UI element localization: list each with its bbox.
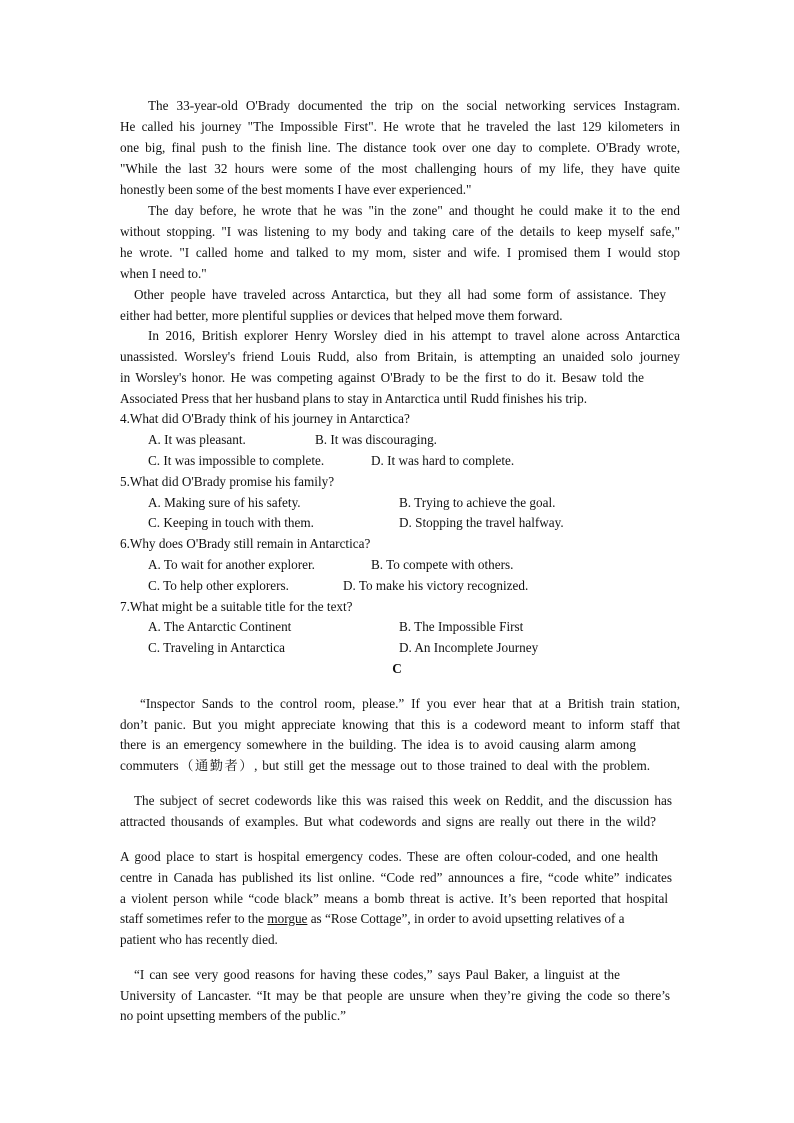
answer-option: C. To help other explorers. bbox=[148, 578, 289, 593]
text-line: patient who has recently died. bbox=[120, 932, 278, 947]
text-line: "While the last 32 hours were some of the most challenging hours of my life, they have quite bbox=[120, 161, 680, 176]
question-stem: 6.Why does O'Brady still remain in Antarctica? bbox=[120, 536, 371, 551]
answer-option: C. Keeping in touch with them. bbox=[148, 515, 314, 530]
question-stem: 5.What did O'Brady promise his family? bbox=[120, 474, 335, 489]
section-heading: C bbox=[392, 661, 402, 676]
text-line: attracted thousands of examples. But what codewords and signs are really out there in the wild? bbox=[120, 814, 656, 829]
answer-option: D. To make his victory recognized. bbox=[343, 578, 529, 593]
text-line: a violent person while “code black” means a bomb threat is active. It’s been reported that hospital bbox=[120, 891, 668, 906]
text-line: don’t panic. But you might appreciate knowing that this is a codeword meant to inform staff that bbox=[120, 717, 680, 732]
answer-option: B. The Impossible First bbox=[399, 619, 524, 634]
text-fragment: staff sometimes refer to the bbox=[120, 911, 268, 926]
answer-option: A. To wait for another explorer. bbox=[148, 557, 315, 572]
answer-option: C. It was impossible to complete. bbox=[148, 453, 325, 468]
text-line: unassisted. Worsley's friend Louis Rudd, also from Britain, is attempting an unaided solo journey bbox=[120, 349, 680, 364]
text-line: The day before, he wrote that he was "in the zone" and thought he could make it to the end bbox=[148, 203, 680, 218]
text-line: He called his journey "The Impossible First". He wrote that he traveled the last 129 kilometers in bbox=[120, 119, 680, 134]
answer-option: A. The Antarctic Continent bbox=[148, 619, 292, 634]
question-stem: 4.What did O'Brady think of his journey in Antarctica? bbox=[120, 411, 410, 426]
answer-option: D. It was hard to complete. bbox=[371, 453, 515, 468]
text-line: there is an emergency somewhere in the building. The idea is to avoid causing alarm among bbox=[120, 737, 636, 752]
text-line: A good place to start is hospital emergency codes. These are often colour-coded, and one health bbox=[120, 849, 658, 864]
text-line: one big, final push to the finish line. The distance took over one day to complete. O'Brady wrote, bbox=[120, 140, 680, 155]
text-line: “I can see very good reasons for having these codes,” says Paul Baker, a linguist at the bbox=[134, 967, 620, 982]
answer-option: A. It was pleasant. bbox=[148, 432, 246, 447]
text-line: Other people have traveled across Antarctica, but they all had some form of assistance. They bbox=[134, 287, 666, 302]
answer-option: C. Traveling in Antarctica bbox=[148, 640, 285, 655]
question-stem: 7.What might be a suitable title for the text? bbox=[120, 599, 353, 614]
answer-option: D. An Incomplete Journey bbox=[399, 640, 539, 655]
text-line: he wrote. "I called home and talked to my mom, sister and wife. I promised them I would stop bbox=[120, 245, 680, 260]
text-line: in Worsley's honor. He was competing against O'Brady to be the first to do it. Besaw told the bbox=[120, 370, 644, 385]
answer-option: B. It was discouraging. bbox=[315, 432, 437, 447]
text-fragment: as “Rose Cottage”, in order to avoid upsetting relatives of a bbox=[307, 911, 625, 926]
text-line: no point upsetting members of the public.” bbox=[120, 1008, 346, 1023]
text-line: honestly been some of the best moments I have ever experienced." bbox=[120, 182, 472, 197]
answer-option: B. To compete with others. bbox=[371, 557, 514, 572]
text-line: In 2016, British explorer Henry Worsley died in his attempt to travel alone across Antarctica bbox=[148, 328, 680, 343]
text-line: The 33-year-old O'Brady documented the trip on the social networking services Instagram. bbox=[148, 98, 680, 113]
text-line bbox=[120, 910, 680, 928]
text-line: “Inspector Sands to the control room, please.” If you ever hear that at a British train station, bbox=[140, 696, 680, 711]
text-line: when I need to." bbox=[120, 266, 207, 281]
text-line: centre in Canada has published its list online. “Code red” announces a fire, “code white” indicates bbox=[120, 870, 672, 885]
text-line: without stopping. "I was listening to my body and taking care of the details to keep myself safe," bbox=[120, 224, 680, 239]
answer-option: B. Trying to achieve the goal. bbox=[399, 495, 556, 510]
answer-option: D. Stopping the travel halfway. bbox=[399, 515, 564, 530]
underlined-word: morgue bbox=[267, 911, 308, 926]
text-line: Associated Press that her husband plans to stay in Antarctica until Rudd finishes his trip. bbox=[120, 391, 587, 406]
answer-option: A. Making sure of his safety. bbox=[148, 495, 301, 510]
text-line: commuters（通勤者）, but still get the message out to those trained to deal with the problem. bbox=[120, 758, 650, 773]
text-line: either had better, more plentiful supplies or devices that helped move them forward. bbox=[120, 308, 563, 323]
text-line: University of Lancaster. “It may be that people are unsure when they’re giving the code so there’s bbox=[120, 988, 670, 1003]
text-line: The subject of secret codewords like this was raised this week on Reddit, and the discussion has bbox=[134, 793, 672, 808]
